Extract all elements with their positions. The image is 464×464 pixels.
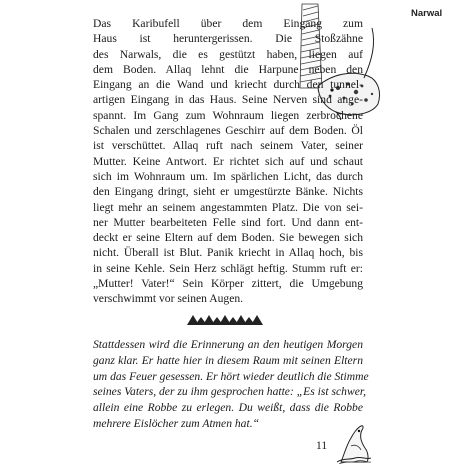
text-line: artigen Eingang in das Haus. Seine Nerven sind ange-: [93, 93, 363, 107]
seal-in-water-icon: [337, 422, 371, 464]
text-line: um das Feuer gesessen. Er hört wieder deutlich die Stimme: [93, 369, 369, 383]
text-line: Stattdessen wird die Erinnerung an den heutigen Morgen: [93, 338, 363, 351]
text-line: Eingang an die Wand und kriecht durch den tunnel-: [93, 78, 363, 92]
text-line: den Eingang dringt, sieht er umgestürzte Bänke. Nichts: [93, 185, 363, 199]
text-line: seines Vaters, der zu ihm gesprochen hatte: „Es ist schwer,: [93, 385, 366, 399]
text-line: „Mutter! Vater!“ Sein Körper zittert, die Umgebung: [93, 277, 363, 291]
text-line: in seine Kehle. Sein Herz schlägt heftig. Stumm ruft er:: [93, 261, 363, 275]
text-line: liegt mehr an seinem angestammten Platz. Die von sei-: [93, 200, 363, 214]
text-line: nicht. Überall ist Blut. Panik kriecht in Allaq hoch, bis: [93, 246, 363, 260]
text-line: Haus ist heruntergerissen. Die Stoßzähne: [93, 32, 363, 46]
text-line: allein eine Robbe zu erlegen. Du weißt, dass die Robbe: [93, 401, 363, 415]
text-line: dem Boden. Allaq lehnt die Harpune neben den: [93, 62, 363, 76]
text-line: mehrere Eislöcher zum Atmen hat.“: [93, 416, 260, 430]
text-line: ganz klar. Er hatte hier in diesem Raum mit seinen Eltern: [93, 353, 363, 367]
text-line: verschwimmt vor seinen Augen.: [93, 292, 244, 306]
text-line: Schalen und zerschlagenes Geschirr auf dem Boden. Öl: [93, 124, 363, 138]
text-line: spannt. Im Gang zum Wohnraum liegen zerbrochene: [93, 108, 363, 122]
text-line: deckt er seine Eltern auf dem Boden. Sie bewegen sich: [93, 231, 363, 245]
flashback-text: [93, 337, 369, 432]
main-text: [93, 16, 363, 307]
text-line: sich im Wohnraum um. Im spärlichen Licht, das durch: [93, 169, 363, 183]
zigzag-ornament: [187, 314, 265, 326]
text-line: Das Karibufell über dem Eingang zum: [93, 17, 363, 30]
text-line: ist verschüttet. Allaq ruft nach seinem Vater, seiner: [93, 139, 363, 153]
page-number: 11: [316, 440, 328, 452]
text-line: Mutter. Keine Antwort. Er richtet sich auf und schaut: [93, 154, 363, 168]
text-line: des Narwals, die es gestützt haben, liegen auf: [93, 47, 363, 61]
text-line: ner Mutter bearbeiteten Felle sind fort. Und dann ent-: [93, 215, 363, 229]
illustration-caption: Narwal: [411, 8, 443, 19]
